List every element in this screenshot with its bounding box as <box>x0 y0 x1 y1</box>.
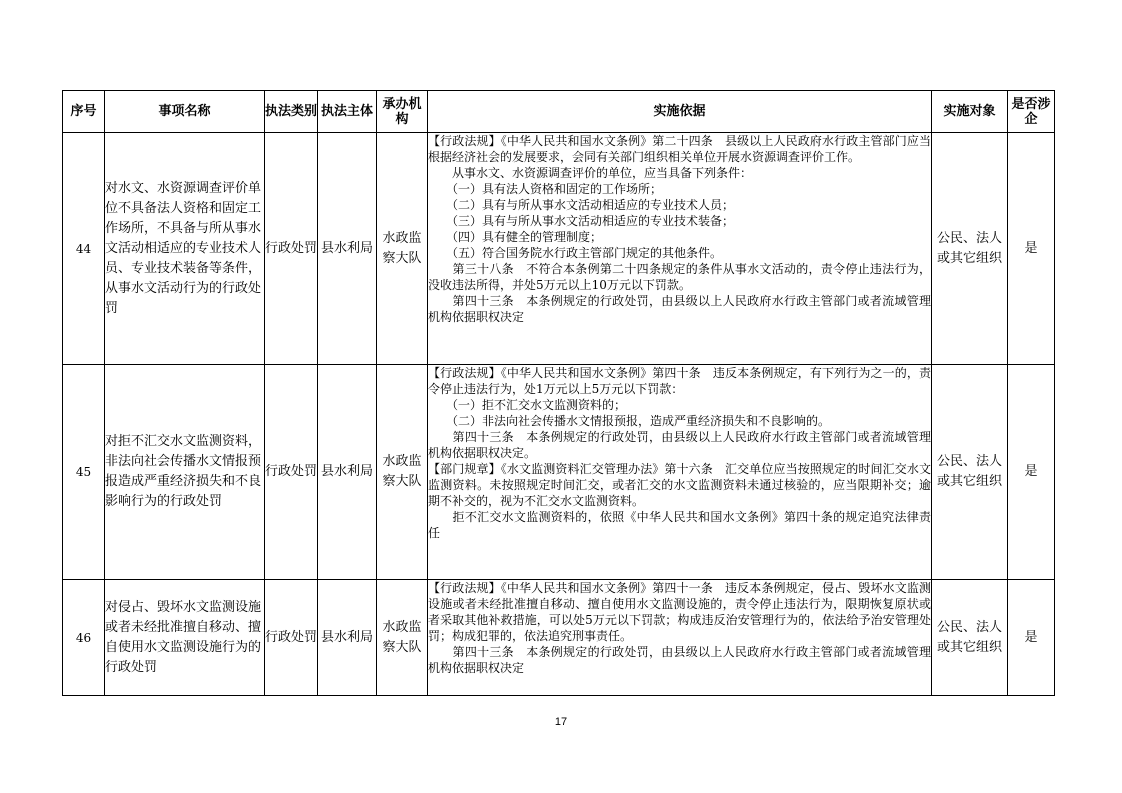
header-basis: 实施依据 <box>428 91 932 133</box>
basis-paragraph: 第四十三条 本条例规定的行政处罚，由县级以上人民政府水行政主管部门或者流域管理机构依据职权决定。 <box>428 430 931 460</box>
basis-paragraph: 第四十三条 本条例规定的行政处罚，由县级以上人民政府水行政主管部门或者流域管理机构依据职权决定 <box>428 645 931 675</box>
row-seq: 45 <box>63 365 105 580</box>
header-target: 实施对象 <box>932 91 1008 133</box>
row-org: 水政监察大队 <box>377 133 428 365</box>
row-subject: 县水利局 <box>318 580 377 696</box>
header-subject: 执法主体 <box>318 91 377 133</box>
basis-paragraph: 第四十三条 本条例规定的行政处罚，由县级以上人民政府水行政主管部门或者流域管理机构依据职权决定 <box>428 294 931 324</box>
header-seq: 序号 <box>63 91 105 133</box>
table-row <box>63 580 1055 696</box>
basis-paragraph: 【部门规章】《水文监测资料汇交管理办法》第十六条 汇交单位应当按照规定的时间汇交水文监测资料。未按照规定时间汇交，或者汇交的水文监测资料未通过核验的，应当限期补交；逾期不补交的，视为不汇交水文监测资料。 <box>428 462 931 508</box>
basis-paragraph: （五）符合国务院水行政主管部门规定的其他条件。 <box>428 246 723 260</box>
header-org: 承办机构 <box>377 91 428 133</box>
header-row <box>63 91 1055 133</box>
row-basis <box>428 580 932 696</box>
row-item-name: 对水文、水资源调查评价单位不具备法人资格和固定工作场所，不具备与所从事水文活动相适应的专业技术人员、专业技术装备等条件，从事水文活动行为的行政处罚 <box>105 133 265 365</box>
row-target: 公民、法人或其它组织 <box>932 133 1008 365</box>
row-subject: 县水利局 <box>318 133 377 365</box>
row-corp: 是 <box>1008 133 1055 365</box>
enforcement-items-table <box>62 90 1055 696</box>
basis-paragraph: （二）具有与所从事水文活动相适应的专业技术人员； <box>428 198 735 212</box>
basis-paragraph: 第三十八条 不符合本条例第二十四条规定的条件从事水文活动的，责令停止违法行为，没收违法所得，并处5万元以上10万元以下罚款。 <box>428 262 931 292</box>
row-item-name: 对侵占、毁坏水文监测设施或者未经批准擅自移动、擅自使用水文监测设施行为的行政处罚 <box>105 580 265 696</box>
row-target: 公民、法人或其它组织 <box>932 365 1008 580</box>
row-subject: 县水利局 <box>318 365 377 580</box>
row-type: 行政处罚 <box>265 580 318 696</box>
row-seq: 44 <box>63 133 105 365</box>
page-number: 17 <box>554 716 568 728</box>
row-corp: 是 <box>1008 580 1055 696</box>
row-seq: 46 <box>63 580 105 696</box>
row-type: 行政处罚 <box>265 365 318 580</box>
table-row <box>63 133 1055 365</box>
row-org: 水政监察大队 <box>377 365 428 580</box>
basis-paragraph: （一）拒不汇交水文监测资料的； <box>428 398 627 412</box>
row-corp: 是 <box>1008 365 1055 580</box>
row-basis <box>428 365 932 580</box>
row-item-name: 对拒不汇交水文监测资料，非法向社会传播水文情报预报造成严重经济损失和不良影响行为的行政处罚 <box>105 365 265 580</box>
basis-paragraph: （三）具有与所从事水文活动相适应的专业技术装备； <box>428 214 735 228</box>
basis-paragraph: （四）具有健全的管理制度； <box>428 230 603 244</box>
row-org: 水政监察大队 <box>377 580 428 696</box>
header-name: 事项名称 <box>105 91 265 133</box>
basis-paragraph: 【行政法规】《中华人民共和国水文条例》第四十一条 违反本条例规定，侵占、毁坏水文监测设施或者未经批准擅自移动、擅自使用水文监测设施的，责令停止违法行为，限期恢复原状或者采取其他补救措施，可以处5万元以下罚款；构成违反治安管理行为的，依法给予治安管理处罚；构成犯罪的，依法追究刑事责任。 <box>428 581 931 643</box>
header-corp: 是否涉企 <box>1008 91 1055 133</box>
table-row <box>63 365 1055 580</box>
basis-paragraph: （二）非法向社会传播水文情报预报，造成严重经济损失和不良影响的。 <box>428 414 831 428</box>
basis-paragraph: 【行政法规】《中华人民共和国水文条例》第四十条 违反本条例规定，有下列行为之一的，责令停止违法行为，处1万元以上5万元以下罚款： <box>428 366 931 396</box>
basis-paragraph: 拒不汇交水文监测资料的，依照《中华人民共和国水文条例》第四十条的规定追究法律责任 <box>428 510 931 540</box>
row-basis <box>428 133 932 365</box>
row-type: 行政处罚 <box>265 133 318 365</box>
basis-paragraph: 【行政法规】《中华人民共和国水文条例》第二十四条 县级以上人民政府水行政主管部门应当根据经济社会的发展要求，会同有关部门组织相关单位开展水资源调查评价工作。 <box>428 134 931 164</box>
basis-paragraph: （一）具有法人资格和固定的工作场所； <box>428 182 663 196</box>
basis-paragraph: 从事水文、水资源调查评价的单位，应当具备下列条件： <box>428 166 753 180</box>
row-target: 公民、法人或其它组织 <box>932 580 1008 696</box>
header-type: 执法类别 <box>265 91 318 133</box>
